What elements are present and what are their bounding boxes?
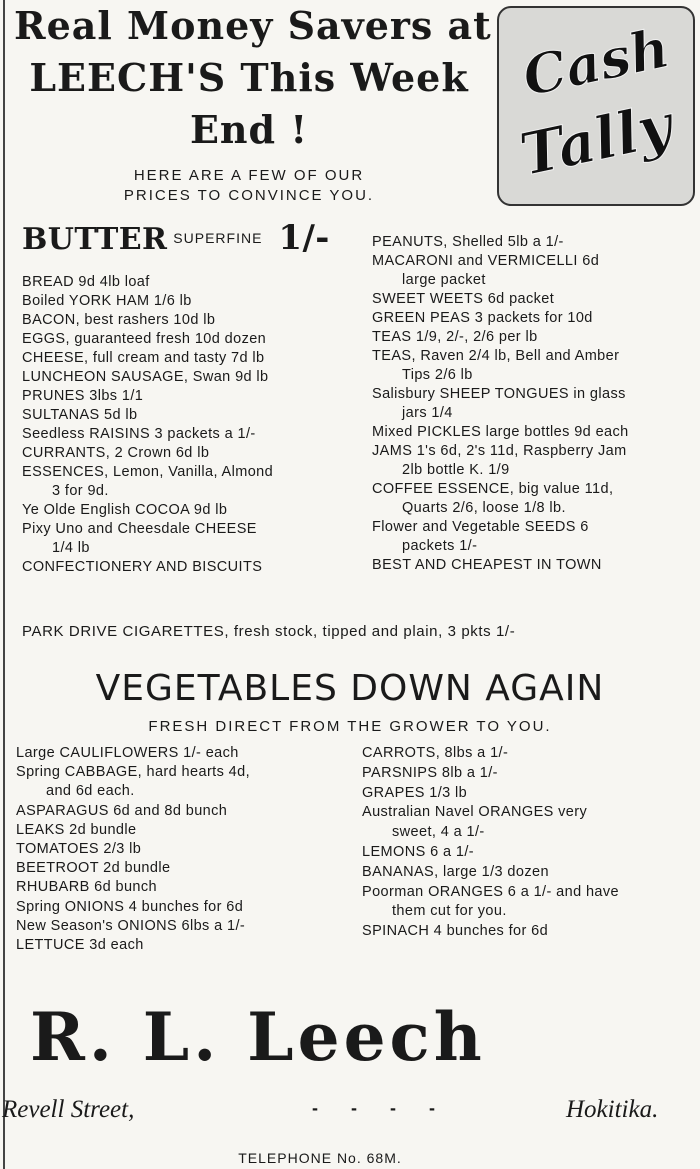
grocery-item: MACARONI and VERMICELLI 6d <box>372 253 600 269</box>
grocery-item: Mixed PICKLES large bottles 9d each <box>372 424 629 440</box>
grocery-item: LUNCHEON SAUSAGE, Swan 9d lb <box>22 369 269 385</box>
subheadline <box>14 166 484 206</box>
butter-price: 1/- <box>278 218 330 258</box>
vegetable-item: LETTUCE 3d each <box>16 937 144 954</box>
town: Hokitika. <box>566 1096 659 1123</box>
grocery-item: 1/4 lb <box>52 540 90 556</box>
vegetable-list-right <box>362 744 698 942</box>
vegetables-title: VEGETABLES DOWN AGAIN <box>95 668 605 709</box>
vegetable-item: BANANAS, large 1/3 dozen <box>362 863 549 880</box>
headline-line-1: Real Money Savers at <box>14 3 492 48</box>
vegetable-item: GRAPES 1/3 lb <box>362 784 468 801</box>
street-address: Revell Street, <box>2 1096 135 1123</box>
grocery-item: Seedless RAISINS 3 packets a 1/- <box>22 426 256 442</box>
subheadline-line-1: HERE ARE A FEW OF OUR <box>133 167 365 184</box>
grocery-item: Ye Olde English COCOA 9d lb <box>22 502 228 518</box>
store-name: R. L. Leech <box>30 998 486 1076</box>
vegetable-item: Poorman ORANGES 6 a 1/- and have <box>362 883 620 900</box>
vegetable-item: RHUBARB 6d bunch <box>16 879 157 896</box>
vegetables-subtitle: FRESH DIRECT FROM THE GROWER TO YOU. <box>148 718 552 735</box>
grocery-item: BACON, best rashers 10d lb <box>22 312 216 328</box>
grocery-item: EGGS, guaranteed fresh 10d dozen <box>22 331 267 347</box>
grocery-item: CHEESE, full cream and tasty 7d lb <box>22 350 265 366</box>
address-dashes: - - - - <box>312 1098 449 1118</box>
grocery-item: Boiled YORK HAM 1/6 lb <box>22 293 192 309</box>
vegetable-item: sweet, 4 a 1/- <box>392 824 485 841</box>
grocery-item: CONFECTIONERY AND BISCUITS <box>22 559 263 575</box>
grocery-item: Salisbury SHEEP TONGUES in glass <box>372 386 626 402</box>
grocery-column-right <box>372 233 698 575</box>
vegetable-item: TOMATOES 2/3 lb <box>16 841 142 858</box>
logo-word-tally: Tally <box>514 90 678 190</box>
grocery-list-right <box>372 233 698 575</box>
vegetable-item: BEETROOT 2d bundle <box>16 860 171 877</box>
grocery-item: Pixy Uno and Cheesdale CHEESE <box>22 521 257 537</box>
left-rule <box>3 0 5 1169</box>
grocery-column-left <box>22 218 367 577</box>
grocery-item: SULTANAS 5d lb <box>22 407 138 423</box>
grocery-item: packets 1/- <box>402 538 478 554</box>
vegetable-item: PARSNIPS 8lb a 1/- <box>362 764 498 781</box>
vegetable-item: SPINACH 4 bunches for 6d <box>362 923 549 940</box>
grocery-item: 2lb bottle K. 1/9 <box>402 462 510 478</box>
vegetable-item: Spring ONIONS 4 bunches for 6d <box>16 898 244 915</box>
vegetable-item: LEAKS 2d bundle <box>16 821 137 838</box>
grocery-item: GREEN PEAS 3 packets for 10d <box>372 310 593 326</box>
vegetable-item: New Season's ONIONS 6lbs a 1/- <box>16 917 246 934</box>
grocery-item: ESSENCES, Lemon, Vanilla, Almond <box>22 464 274 480</box>
vegetable-item: them cut for you. <box>392 903 507 920</box>
grocery-item: 3 for 9d. <box>52 483 109 499</box>
grocery-item: PRUNES 3lbs 1/1 <box>22 388 144 404</box>
grocery-item: SWEET WEETS 6d packet <box>372 291 555 307</box>
grocery-item: BREAD 9d 4lb loaf <box>22 274 150 290</box>
headline <box>14 0 492 156</box>
grocery-item: jars 1/4 <box>402 405 453 421</box>
grocery-item: BEST AND CHEAPEST IN TOWN <box>372 557 602 573</box>
grocery-item: large packet <box>402 272 486 288</box>
grocery-item: CURRANTS, 2 Crown 6d lb <box>22 445 210 461</box>
vegetable-item: ASPARAGUS 6d and 8d bunch <box>16 802 228 819</box>
headline-line-3: End ! <box>189 107 309 152</box>
vegetable-item: and 6d each. <box>46 783 135 800</box>
telephone: TELEPHONE No. 68M. <box>238 1150 402 1166</box>
grocery-item: Flower and Vegetable SEEDS 6 <box>372 519 589 535</box>
vegetable-item: Spring CABBAGE, hard hearts 4d, <box>16 764 251 781</box>
grocery-list-left <box>22 273 367 577</box>
grocery-item: TEAS, Raven 2/4 lb, Bell and Amber <box>372 348 620 364</box>
butter-word: BUTTER <box>22 222 168 257</box>
cigarettes-line: PARK DRIVE CIGARETTES, fresh stock, tipped and plain, 3 pkts 1/- <box>22 623 516 640</box>
butter-grade: SUPERFINE <box>173 230 263 246</box>
grocery-item: COFFEE ESSENCE, big value 11d, <box>372 481 614 497</box>
grocery-item: JAMS 1's 6d, 2's 11d, Raspberry Jam <box>372 443 627 459</box>
vegetable-column-right <box>362 744 698 942</box>
logo-word-cash: Cash <box>517 15 675 109</box>
headline-line-2: LEECH'S This Week <box>29 55 469 100</box>
vegetable-list-left <box>16 744 356 955</box>
vegetable-item: Large CAULIFLOWERS 1/- each <box>16 745 239 761</box>
vegetable-item: LEMONS 6 a 1/- <box>362 843 474 860</box>
cash-tally-logo <box>497 6 695 206</box>
grocery-item: PEANUTS, Shelled 5lb a 1/- <box>372 234 564 250</box>
vegetable-item: CARROTS, 8lbs a 1/- <box>362 745 509 761</box>
vegetable-item: Australian Navel ORANGES very <box>362 804 588 821</box>
vegetable-column-left <box>16 744 356 955</box>
grocery-item: Tips 2/6 lb <box>402 367 473 383</box>
butter-line <box>22 218 367 273</box>
subheadline-line-2: PRICES TO CONVINCE YOU. <box>123 187 375 204</box>
grocery-item: Quarts 2/6, loose 1/8 lb. <box>402 500 566 516</box>
grocery-item: TEAS 1/9, 2/-, 2/6 per lb <box>372 329 538 345</box>
